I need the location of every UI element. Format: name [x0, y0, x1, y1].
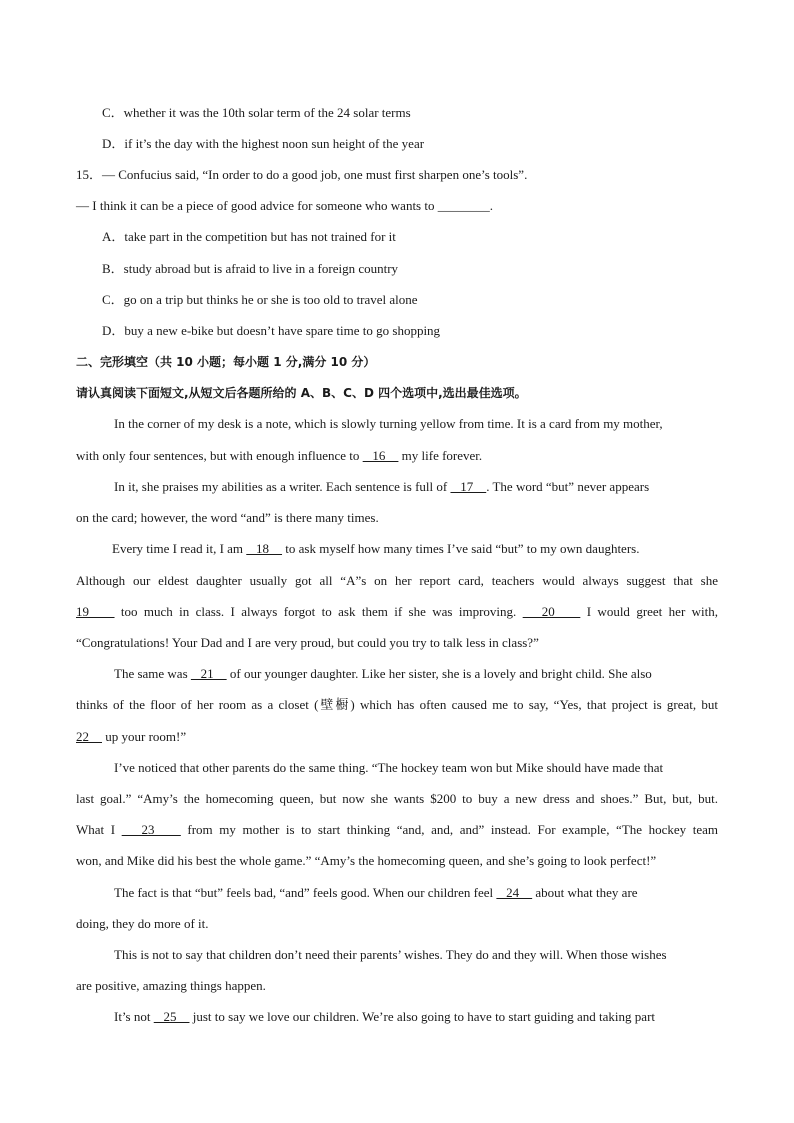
blank-20: 20 [522, 604, 581, 619]
passage-text: The same was [114, 666, 191, 681]
passage-line: I’ve noticed that other parents do the same thing. “The hockey team won but Mike should have made that [114, 760, 664, 775]
passage-line [76, 729, 718, 745]
q15-stem: 15．— Confucius said, “In order to do a good job, one must first sharpen one’s tools”. [76, 167, 528, 182]
passage-line: won, and Mike did his best the whole game.” “Amy’s the homecoming queen, and she’s going to look perfect!” [76, 853, 657, 868]
q15-option-b[interactable]: B．study abroad but is afraid to live in a foreign country [102, 261, 399, 276]
blank-23: 23 [121, 822, 181, 837]
q15-option-a[interactable]: A．take part in the competition but has not trained for it [102, 229, 396, 244]
passage-line: thinks of the floor of her room as a closet (壁橱) which has often caused me to say, “Yes, that project is great, but [76, 697, 718, 712]
q15-blank: ________ [437, 198, 490, 213]
passage-line: This is not to say that children don’t need their parents’ wishes. They do and they will. When those wishes [114, 947, 667, 962]
passage-text: from my mother is to start thinking “and, and, and” instead. For example, “The hockey team [180, 822, 719, 837]
passage-line [76, 448, 718, 464]
passage-text: Every time I read it, I am [112, 541, 247, 556]
passage-line [114, 1009, 718, 1025]
passage-line: In the corner of my desk is a note, which is slowly turning yellow from time. It is a card from my mother, [114, 416, 663, 431]
passage-line: are positive, amazing things happen. [76, 978, 266, 993]
q14-option-d[interactable]: D．if it’s the day with the highest noon sun height of the year [102, 136, 425, 151]
passage-text: my life forever. [398, 448, 483, 463]
blank-18: 18 [246, 541, 283, 556]
q15-option-d[interactable]: D．buy a new e-bike but doesn’t have spare time to go shopping [102, 323, 441, 338]
passage-text: The fact is that “but” feels bad, “and” feels good. When our children feel [114, 885, 497, 900]
passage-line [114, 885, 718, 901]
passage-text: just to say we love our children. We’re also going to have to start guiding and taking part [189, 1009, 656, 1024]
blank-17: 17 [450, 479, 487, 494]
passage-text: of our younger daughter. Like her sister, she is a lovely and bright child. She also [226, 666, 652, 681]
passage-text: with only four sentences, but with enough influence to [76, 448, 363, 463]
passage-line: Although our eldest daughter usually got all “A”s on her report card, teachers would always suggest that she [76, 573, 718, 588]
passage-line: “Congratulations! Your Dad and I are very proud, but could you try to talk less in class?” [76, 635, 539, 650]
section-instruction: 请认真阅读下面短文,从短文后各题所给的 A、B、C、D 四个选项中,选出最佳选项。 [76, 386, 527, 400]
passage-line [76, 822, 718, 838]
q15-reply-end: . [489, 198, 493, 213]
section-heading: 二、完形填空（共 10 小题；每小题 1 分,满分 10 分） [76, 355, 376, 369]
passage-line [114, 479, 718, 495]
passage-line: on the card; however, the word “and” is there many times. [76, 510, 379, 525]
blank-21: 21 [190, 666, 227, 681]
blank-24: 24 [496, 885, 533, 900]
passage-text: It’s not [114, 1009, 154, 1024]
passage-line [114, 666, 718, 682]
passage-text: too much in class. I always forgot to ask them if she was improving. [114, 604, 523, 619]
passage-line [112, 541, 718, 557]
q14-option-c[interactable]: C．whether it was the 10th solar term of the 24 solar terms [102, 105, 411, 120]
q15-option-c[interactable]: C．go on a trip but thinks he or she is too old to travel alone [102, 292, 418, 307]
passage-line: doing, they do more of it. [76, 916, 209, 931]
passage-line: last goal.” “Amy’s the homecoming queen, but now she wants $200 to buy a new dress and shoes.” But, but, but. [76, 791, 718, 806]
q15-reply [76, 198, 493, 214]
blank-19: 19 [76, 604, 115, 619]
passage-text: I would greet her with, [580, 604, 719, 619]
q15-reply-text: — I think it can be a piece of good advice for someone who wants to [76, 198, 438, 213]
passage-text: about what they are [532, 885, 638, 900]
passage-line [76, 604, 718, 620]
passage-text: In it, she praises my abilities as a writer. Each sentence is full of [114, 479, 451, 494]
passage-text: to ask myself how many times I’ve said “but” to my own daughters. [282, 541, 640, 556]
passage-text: up your room!” [102, 729, 187, 744]
blank-16: 16 [362, 448, 399, 463]
blank-22: 22 [76, 729, 102, 744]
blank-25: 25 [153, 1009, 190, 1024]
passage-text: . The word “but” never appears [486, 479, 650, 494]
passage-text: What I [76, 822, 122, 837]
